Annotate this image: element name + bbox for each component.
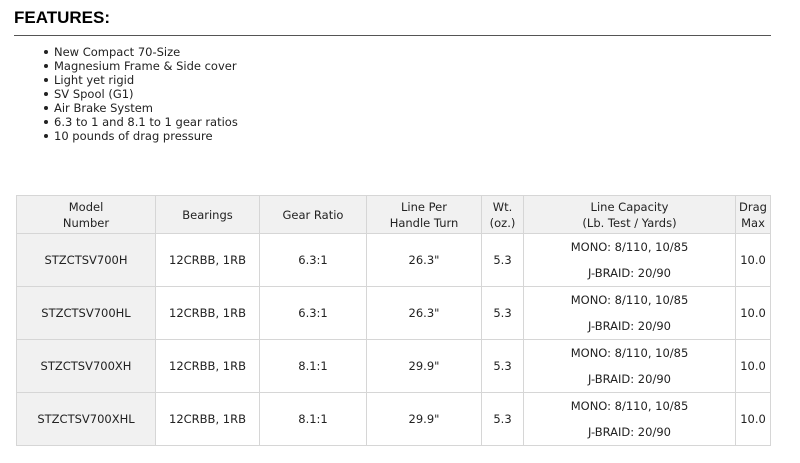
bullet-icon <box>44 64 48 68</box>
braid-capacity: J-BRAID: 20/90 <box>588 319 671 333</box>
feature-item <box>40 73 238 87</box>
gear-ratio-cell: 6.3:1 <box>260 234 367 287</box>
line-capacity-cell <box>524 234 736 287</box>
line-capacity-cell <box>524 287 736 340</box>
braid-capacity: J-BRAID: 20/90 <box>588 425 671 439</box>
bullet-icon <box>44 134 48 138</box>
feature-item <box>40 59 238 73</box>
line-per-turn-cell: 26.3" <box>367 287 482 340</box>
header-line-per-turn: Line Per Handle Turn <box>367 196 482 234</box>
bearings-cell: 12CRBB, 1RB <box>156 340 260 393</box>
bullet-icon <box>44 50 48 54</box>
bullet-icon <box>44 120 48 124</box>
feature-item <box>40 45 238 59</box>
feature-text: 6.3 to 1 and 8.1 to 1 gear ratios <box>54 115 238 129</box>
features-heading: FEATURES: <box>14 8 111 27</box>
weight-cell: 5.3 <box>482 393 524 446</box>
drag-cell: 10.0 <box>736 340 771 393</box>
drag-cell: 10.0 <box>736 287 771 340</box>
feature-item <box>40 87 238 101</box>
line-per-turn-cell: 26.3" <box>367 234 482 287</box>
header-line-capacity: Line Capacity (Lb. Test / Yards) <box>524 196 736 234</box>
table-row <box>17 287 771 340</box>
mono-capacity: MONO: 8/110, 10/85 <box>570 293 689 307</box>
bearings-cell: 12CRBB, 1RB <box>156 393 260 446</box>
header-gear-ratio: Gear Ratio <box>260 196 367 234</box>
mono-capacity: MONO: 8/110, 10/85 <box>570 399 689 413</box>
bearings-cell: 12CRBB, 1RB <box>156 287 260 340</box>
feature-text: 10 pounds of drag pressure <box>54 129 213 143</box>
bullet-icon <box>44 106 48 110</box>
table-row <box>17 393 771 446</box>
model-cell: STZCTSV700H <box>17 234 156 287</box>
braid-capacity: J-BRAID: 20/90 <box>588 266 671 280</box>
header-drag: Drag Max <box>736 196 771 234</box>
model-cell: STZCTSV700HL <box>17 287 156 340</box>
table-header-row <box>17 196 771 234</box>
heading-divider <box>14 35 771 36</box>
mono-capacity: MONO: 8/110, 10/85 <box>570 240 689 254</box>
feature-text: Light yet rigid <box>54 73 135 87</box>
table-row <box>17 234 771 287</box>
table-row <box>17 340 771 393</box>
model-cell: STZCTSV700XHL <box>17 393 156 446</box>
feature-text: SV Spool (G1) <box>54 87 134 101</box>
line-per-turn-cell: 29.9" <box>367 340 482 393</box>
bullet-icon <box>44 92 48 96</box>
bearings-cell: 12CRBB, 1RB <box>156 234 260 287</box>
mono-capacity: MONO: 8/110, 10/85 <box>570 346 689 360</box>
drag-cell: 10.0 <box>736 234 771 287</box>
header-model: Model Number <box>17 196 156 234</box>
specs-table <box>16 195 771 446</box>
line-capacity-cell <box>524 340 736 393</box>
drag-cell: 10.0 <box>736 393 771 446</box>
header-weight: Wt. (oz.) <box>482 196 524 234</box>
gear-ratio-cell: 6.3:1 <box>260 287 367 340</box>
feature-text: New Compact 70-Size <box>54 45 181 59</box>
braid-capacity: J-BRAID: 20/90 <box>588 372 671 386</box>
line-per-turn-cell: 29.9" <box>367 393 482 446</box>
feature-text: Magnesium Frame & Side cover <box>54 59 237 73</box>
model-cell: STZCTSV700XH <box>17 340 156 393</box>
line-capacity-cell <box>524 393 736 446</box>
bullet-icon <box>44 78 48 82</box>
feature-item <box>40 101 238 115</box>
feature-item <box>40 115 238 129</box>
gear-ratio-cell: 8.1:1 <box>260 393 367 446</box>
feature-text: Air Brake System <box>54 101 153 115</box>
weight-cell: 5.3 <box>482 234 524 287</box>
weight-cell: 5.3 <box>482 340 524 393</box>
features-list <box>40 45 238 143</box>
header-bearings: Bearings <box>156 196 260 234</box>
gear-ratio-cell: 8.1:1 <box>260 340 367 393</box>
feature-item <box>40 129 238 143</box>
weight-cell: 5.3 <box>482 287 524 340</box>
